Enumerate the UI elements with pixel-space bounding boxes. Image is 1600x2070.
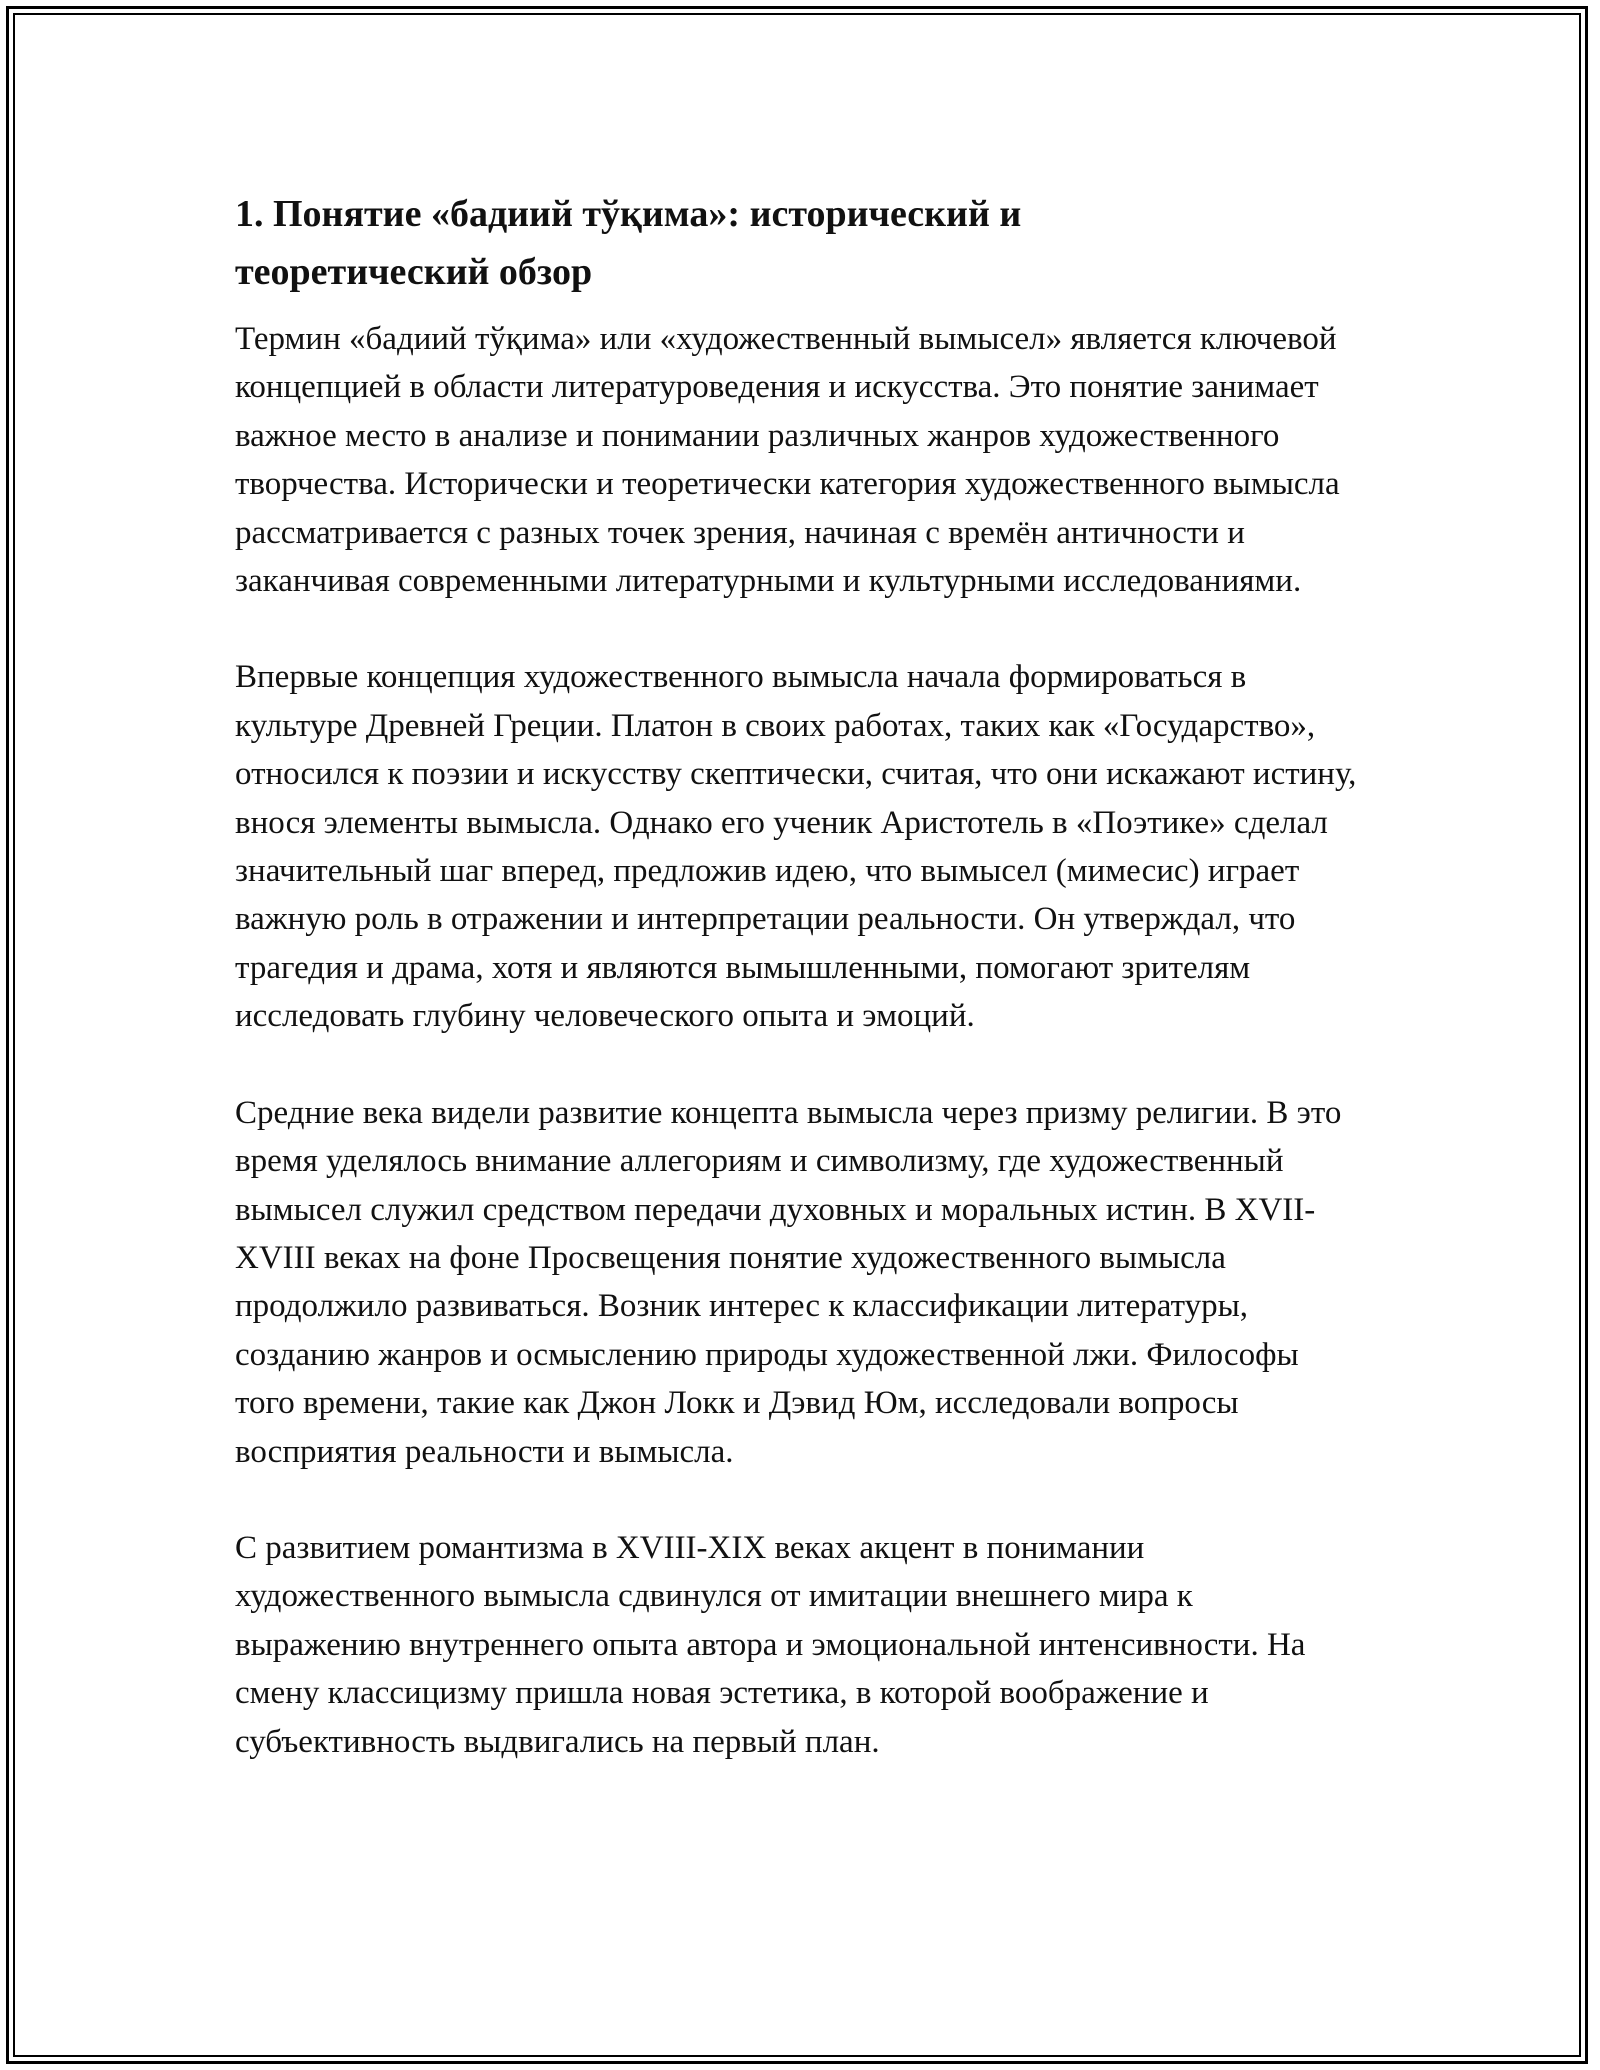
- section-heading: 1. Понятие «бадиий тўқима»: исторический и теоретический обзор: [235, 193, 1022, 293]
- paragraph: Термин «бадиий тўқима» или «художественный вымысел» является ключевой концепцией в области литературоведения и искусства. Это понятие занимает важное место в анализе и понимании различных жанров художественного творчества. Исторически и теоретически категория художественного вымысла рассматривается с разных точек зрения, начиная с времён античности и заканчивая современными литературными и культурными исследованиями.: [235, 321, 1340, 600]
- paragraph: Средние века видели развитие концепта вымысла через призму религии. В это время уделялось внимание аллегориям и символизму, где художественный вымысел служил средством передачи духовных и моральных истин. В XVII-XVIII веках на фоне Просвещения понятие художественного вымысла продолжило развиваться. Возник интерес к классификации литературы, созданию жанров и осмыслению природы художественной лжи. Философы того времени, такие как Джон Локк и Дэвид Юм, исследовали вопросы восприятия реальности и вымысла.: [235, 1094, 1342, 1470]
- document-body: [235, 185, 1365, 1766]
- paragraph: С развитием романтизма в XVIII-XIX веках акцент в понимании художественного вымысла сдвинулся от имитации внешнего мира к выражению внутреннего опыта автора и эмоциональной интенсивности. На смену классицизму пришла новая эстетика, в которой воображение и субъективность выдвигались на первый план.: [235, 1529, 1306, 1760]
- paragraph: Впервые концепция художественного вымысла начала формироваться в культуре Древней Греции. Платон в своих работах, таких как «Государство», относился к поэзии и искусству скептически, считая, что они искажают истину, внося элементы вымысла. Однако его ученик Аристотель в «Поэтике» сделал значительный шаг вперед, предложив идею, что вымысел (мимесис) играет важную роль в отражении и интерпретации реальности. Он утверждал, что трагедия и драма, хотя и являются вымышленными, помогают зрителям исследовать глубину человеческого опыта и эмоций.: [235, 659, 1357, 1035]
